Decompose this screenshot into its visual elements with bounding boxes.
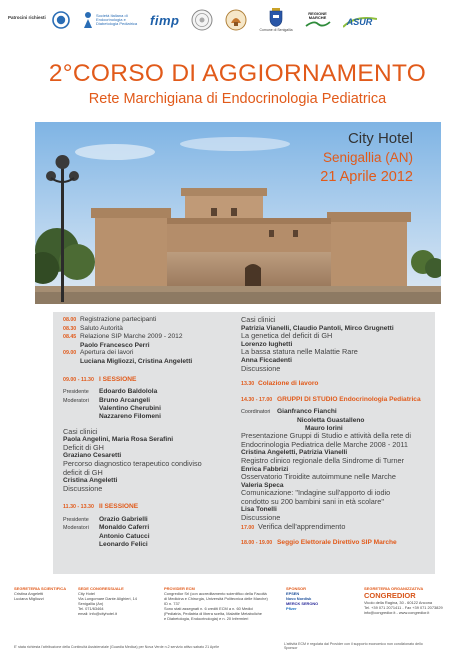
footer-line: Vicolo della Ragina, 30 - 60122 Ancona [364,600,433,605]
footer-line: ID n. 737 [164,601,180,606]
footer-line: City Hotel [78,591,95,596]
talk-title: Presentazione Gruppi di Studio e attività della rete di [241,431,411,441]
session-header: 11.30 - 13.30 II SESSIONE [63,503,139,511]
footer-line: e Diabetologia, Endocrinologia) e n. 20 Infermieri [164,616,249,621]
circle-logo-icon [52,11,70,29]
chair-line: Presidente Orazio Gabrielli [63,515,148,523]
logo-asur [343,13,377,27]
footer-line: Luciana Migliozzi [14,596,44,601]
logo-siedp [82,11,138,29]
talk-title: Discussione [241,363,281,373]
program-right-column [241,316,431,548]
moderator-name: Valentino Cherubini [99,405,161,413]
footer-line: Senigallia (An) [78,601,104,606]
event-hotel: City Hotel [347,130,413,147]
logo-comune-senigallia [259,8,292,32]
speaker-name: Enrica Fabbrizi [241,465,289,473]
final-line: 18.00 - 19.00 Seggio Elettorale Direttivo SIP Marche [241,539,397,547]
agenda-item: 08.30 Saluto Autorità [63,324,123,332]
coordinator-name: Mauro Iorini [305,424,343,432]
session-header: 14.30 - 17.00 GRUPPI DI STUDIO Endocrinologia Pediatrica [241,395,421,403]
event-city: Senigallia (AN) [322,150,413,165]
sponsor-logo-text: EPSEN [286,591,300,596]
footer-line: email: info@cityhotel.it [78,611,117,616]
bottom-note-right: L'attività ECM è regolata dal Provider con il supporto economico non condizionato dello Sponsor [284,642,423,651]
footer-line: di Medicina e Chirurgia, Università Politecnica delle Marche) [164,596,268,601]
asur-wordmark: ASUR [346,17,373,27]
siedp-text: Società Italiana di Endocrinologia e Diabetologia Pediatrica [96,12,138,27]
talk-title-cont: Endocrinologia Pediatrica delle Marche 2008 - 2011 [241,439,408,449]
speaker-name: Cristina Angeletti [63,477,118,485]
speaker-name: Lisa Tonelli [241,506,277,514]
footer-line: Tel. +39 071 2071411 - Fax +39 071 2073829 [364,605,443,610]
logo-seal [191,9,213,31]
sponsor-logo-text: Pfizer [286,606,297,611]
speaker-name: Paola Angelini, Maria Rosa Serafini [63,436,174,444]
moderators-line: Moderatori Bruno Arcangeli [63,396,151,404]
agenda-item: 09.00 Apertura dei lavori [63,349,134,357]
footer-line: Cristina Angeletti [14,591,44,596]
fimp-wordmark: fimp [150,12,180,28]
congredior-logo: CONGREDIOR [364,591,416,600]
logo-fimp [150,13,179,28]
speaker-name: Valeria Speca [241,481,284,489]
footer-heading: SEGRETERIA ORGANIZZATIVA [364,586,424,591]
talk-title: Registro clinico regionale della Sindrome di Turner [241,455,405,465]
footer-heading: SEDE CONGRESSUALE [78,586,124,591]
footer-line: (Pediatria, Pediatria di libera scelta, Malattie Metaboliche [164,611,262,616]
talk-title-cont: deficit di GH [63,467,103,477]
page-title: 2°CORSO DI AGGIORNAMENTO [48,60,427,87]
sponsor-logo-text: Novo Nordisk [286,596,312,601]
page-subtitle: Rete Marchigiana di Endocrinologia Pediatrica [88,91,387,107]
coat-of-arms-icon [269,8,283,27]
speaker-name: Lorenzo Iughetti [241,340,293,348]
marche-wordmark: REGIONE MARCHE [308,10,327,20]
coordinators-line: Coordinatori Gianfranco Fianchi [241,408,337,416]
comune-caption: Comune di Senigallia [259,28,293,32]
speaker-name: Anna Ficcadenti [241,356,292,364]
talk-title: La genetica del deficit di GH [241,331,333,341]
footer-heading: SPONSOR [286,586,307,591]
speaker-name: Cristina Angeletti, Patrizia Vianelli [241,449,348,457]
footer-heading: SEGRETERIA SCIENTIFICA [14,586,67,591]
child-figure-icon [82,11,94,29]
program-panel [53,312,435,574]
speaker-name: Graziano Cesaretti [63,452,122,460]
closing-line: 17.00 Verifica dell'apprendimento [241,521,346,531]
footer [14,586,464,642]
logo-regione-marche [305,12,331,29]
session-header: 09.00 - 11.30 I SESSIONE [63,375,137,383]
moderator-name: Antonio Catucci [99,533,150,541]
speaker-name: Patrizia Vianelli, Claudio Pantoli, Mirco Grugnetti [241,324,394,332]
talk-title: La bassa statura nelle Malattie Rare [241,347,358,357]
chair-line: Presidente Edoardo Baldolola [63,388,158,396]
footer-scientific [14,586,74,601]
bottom-note [14,642,434,651]
lunch-line: 13.30 Colazione di lavoro [241,380,319,388]
moderator-name: Nazzareno Filomeni [99,412,161,420]
emblem-icon [225,9,247,31]
logo-emblem [225,9,247,31]
bottom-note-left: E' stata richiesta l'attribuzione della Continuità Assistenziale (Guardia Medica) per Nova Verde n.2 servizio attivo sabato 21 Aprile [14,645,220,649]
footer-heading: PROVIDER ECM [164,586,195,591]
patronage-bar [0,0,475,40]
footer-line: Congredior Srl (con accreditamento scientifico della Facoltà [164,591,267,596]
sponsor-logo-text: MERCK SERONO [286,601,319,606]
talk-title-cont: condotto su 200 bambini sani in età scolare" [241,496,384,506]
seal-icon [191,9,213,31]
patronage-label: Patrocini richiesti [8,14,46,20]
talk-title: Casi clinici [241,315,276,324]
marche-stripe-icon [305,20,331,28]
footer-sponsor [286,586,348,611]
program-left-column [63,316,239,548]
coordinator-name: Nicoletta Guastalleno [297,416,365,424]
logo-circle [52,11,70,29]
agenda-item: 08.45 Relazione SIP Marche 2009 - 2012 [63,333,183,341]
footer-line: info@congredior.it - www.congredior.it [364,610,430,615]
talk-title: Casi clinici [63,426,98,436]
talk-title: Comunicazione: "Indagine sull'apporto di iodio [241,488,391,498]
speaker-name: Luciana Migliozzi, Cristina Angeletti [80,357,193,365]
speaker-name: Paolo Francesco Perri [80,341,150,349]
footer-secretariat [364,586,464,615]
footer-line: Sono stati assegnati n. 6 crediti ECM a n. 60 Medici [164,606,254,611]
event-date: 21 Aprile 2012 [320,169,413,185]
footer-venue [78,586,158,616]
footer-provider [164,586,274,621]
venue-photo [35,122,441,304]
talk-title: Discussione [241,513,281,523]
talk-title: Percorso diagnostico terapeutico condiviso [63,458,202,468]
agenda-item: 08.00 Registrazione partecipanti [63,316,157,323]
footer-line: Tel. 071/63464 [78,606,104,611]
talk-title: Deficit di GH [63,442,104,452]
moderator-name: Leonardo Felici [99,540,148,548]
footer-line: Via Lungomare Dante Alighieri, 14 [78,596,137,601]
talk-title: Osservatorio Tiroidite autoimmune nelle Marche [241,472,396,482]
talk-title: Discussione [63,483,103,493]
moderators-line: Moderatori Monaldo Caferri [63,524,150,532]
